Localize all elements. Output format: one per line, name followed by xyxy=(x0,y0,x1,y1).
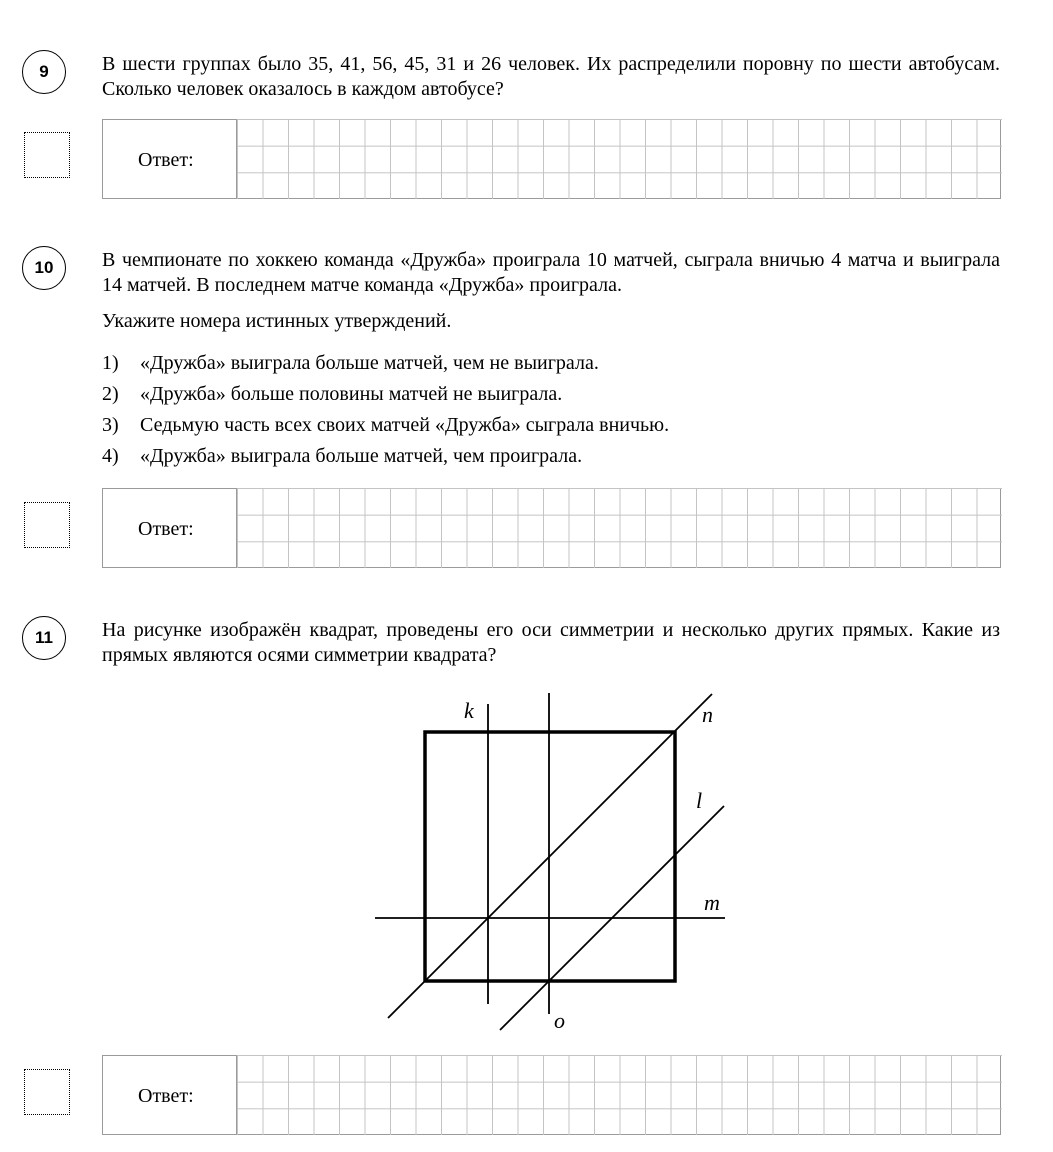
task-text: В шести группах было 35, 41, 56, 45, 31 и 26 человек. Их распределили поровну по шести автобусам. Сколько человек оказалось в каждом автобусе? xyxy=(102,53,1000,100)
option-1 xyxy=(102,348,1000,379)
score-box xyxy=(24,132,70,178)
line-n xyxy=(388,694,712,1018)
answer-area xyxy=(102,119,1001,199)
answer-grid[interactable] xyxy=(236,488,1002,568)
option-number: 2) xyxy=(102,383,119,405)
answer-label: Ответ: xyxy=(138,518,194,540)
answer-grid[interactable] xyxy=(236,119,1002,199)
answer-label: Ответ: xyxy=(138,1085,194,1107)
option-number: 4) xyxy=(102,445,119,467)
label-n: n xyxy=(702,702,713,727)
label-m: m xyxy=(704,890,720,915)
task-text: На рисунке изображён квадрат, проведены его оси симметрии и несколько других прямых. Какие из прямых являются осями симметрии квадрата? xyxy=(102,619,1000,666)
option-4 xyxy=(102,441,1000,472)
answer-area xyxy=(102,488,1001,568)
task-number: 9 xyxy=(22,50,66,94)
answer-grid[interactable] xyxy=(236,1055,1002,1135)
option-text: «Дружба» выиграла больше матчей, чем проиграла. xyxy=(140,445,583,467)
label-o: o xyxy=(554,1008,565,1033)
task-prompt: Укажите номера истинных утверждений. xyxy=(102,310,452,332)
option-number: 3) xyxy=(102,414,119,436)
option-text: «Дружба» выиграла больше матчей, чем не выиграла. xyxy=(140,352,599,374)
answer-area xyxy=(102,1055,1001,1135)
score-box xyxy=(24,1069,70,1115)
option-text: «Дружба» больше половины матчей не выиграла. xyxy=(140,383,563,405)
score-box xyxy=(24,502,70,548)
task-number: 10 xyxy=(22,246,66,290)
option-2 xyxy=(102,379,1000,410)
option-number: 1) xyxy=(102,352,119,374)
option-3 xyxy=(102,410,1000,441)
square-figure xyxy=(370,688,730,1038)
task-text: В чемпионате по хоккею команда «Дружба» проиграла 10 матчей, сыграла вничью 4 матча и выиграла 14 матчей. В последнем матче команда «Дружба» проиграла. xyxy=(102,249,1000,296)
label-l: l xyxy=(696,788,703,813)
task-number: 11 xyxy=(22,616,66,660)
answer-label: Ответ: xyxy=(138,149,194,171)
label-k: k xyxy=(464,698,474,723)
option-text: Седьмую часть всех своих матчей «Дружба» сыграла вничью. xyxy=(140,414,670,436)
options-list xyxy=(102,348,1000,472)
